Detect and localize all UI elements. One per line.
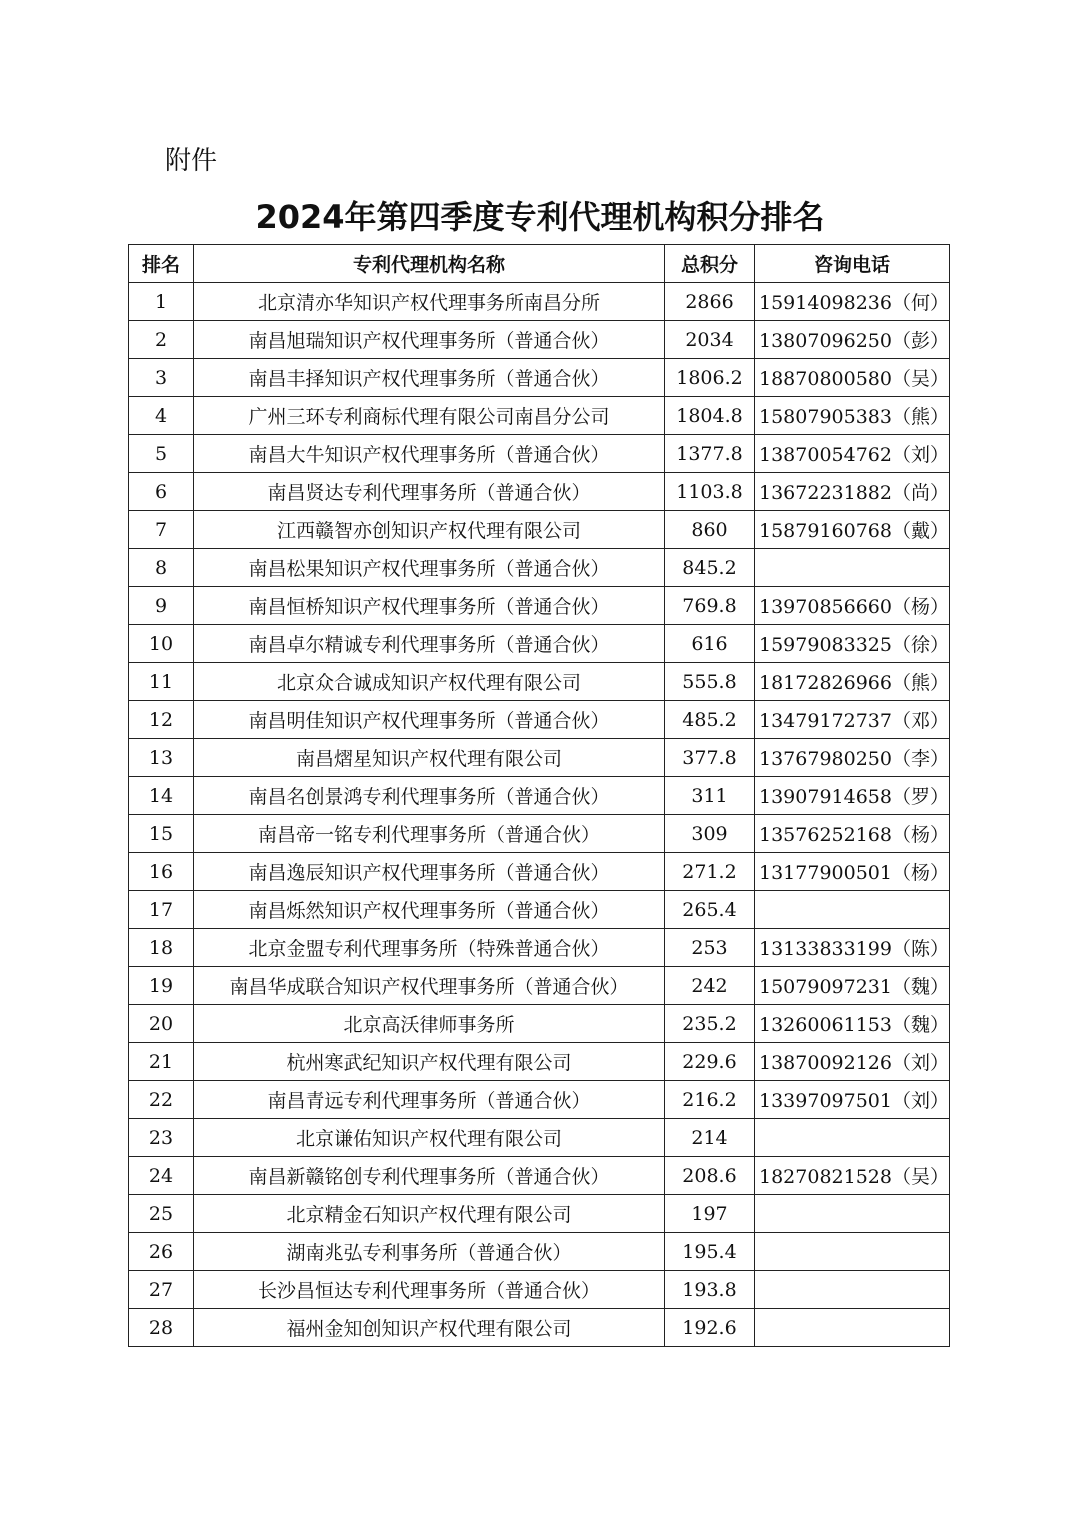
table-row [129, 1157, 950, 1195]
ranking-table [128, 244, 950, 1347]
table-row [129, 587, 950, 625]
phone-cell: 13177900501（杨） [755, 853, 950, 891]
rank-cell: 1 [129, 283, 194, 321]
phone-cell: 13576252168（杨） [755, 815, 950, 853]
table-row [129, 1271, 950, 1309]
phone-cell: 13397097501（刘） [755, 1081, 950, 1119]
agency-name-cell: 长沙昌恒达专利代理事务所（普通合伙） [194, 1271, 665, 1309]
agency-name-cell: 北京众合诚成知识产权代理有限公司 [194, 663, 665, 701]
agency-name-cell: 南昌贤达专利代理事务所（普通合伙） [194, 473, 665, 511]
table-row [129, 853, 950, 891]
score-cell: 485.2 [665, 701, 755, 739]
agency-name-cell: 北京精金石知识产权代理有限公司 [194, 1195, 665, 1233]
agency-name-cell: 南昌新赣铭创专利代理事务所（普通合伙） [194, 1157, 665, 1195]
phone-cell: 13767980250（李） [755, 739, 950, 777]
phone-cell: 15979083325（徐） [755, 625, 950, 663]
rank-cell: 3 [129, 359, 194, 397]
table-body [129, 283, 950, 1347]
score-cell: 1103.8 [665, 473, 755, 511]
table-row [129, 283, 950, 321]
table-row [129, 1119, 950, 1157]
rank-cell: 4 [129, 397, 194, 435]
score-cell: 1806.2 [665, 359, 755, 397]
table-row [129, 1233, 950, 1271]
rank-cell: 17 [129, 891, 194, 929]
rank-cell: 12 [129, 701, 194, 739]
agency-name-cell: 北京谦佑知识产权代理有限公司 [194, 1119, 665, 1157]
agency-name-cell: 南昌明佳知识产权代理事务所（普通合伙） [194, 701, 665, 739]
agency-name-cell: 北京金盟专利代理事务所（特殊普通合伙） [194, 929, 665, 967]
score-cell: 229.6 [665, 1043, 755, 1081]
rank-cell: 18 [129, 929, 194, 967]
phone-cell [755, 549, 950, 587]
header-total-score: 总积分 [665, 245, 755, 283]
phone-cell: 18870800580（吴） [755, 359, 950, 397]
agency-name-cell: 南昌名创景鸿专利代理事务所（普通合伙） [194, 777, 665, 815]
score-cell: 242 [665, 967, 755, 1005]
agency-name-cell: 江西赣智亦创知识产权代理有限公司 [194, 511, 665, 549]
agency-name-cell: 福州金知创知识产权代理有限公司 [194, 1309, 665, 1347]
score-cell: 2034 [665, 321, 755, 359]
rank-cell: 13 [129, 739, 194, 777]
phone-cell: 15079097231（魏） [755, 967, 950, 1005]
score-cell: 271.2 [665, 853, 755, 891]
rank-cell: 14 [129, 777, 194, 815]
table-row [129, 625, 950, 663]
phone-cell [755, 891, 950, 929]
rank-cell: 16 [129, 853, 194, 891]
table-row [129, 1043, 950, 1081]
phone-cell: 13807096250（彭） [755, 321, 950, 359]
score-cell: 845.2 [665, 549, 755, 587]
table-row [129, 777, 950, 815]
score-cell: 309 [665, 815, 755, 853]
rank-cell: 11 [129, 663, 194, 701]
score-cell: 860 [665, 511, 755, 549]
table-row [129, 815, 950, 853]
table-row [129, 1081, 950, 1119]
phone-cell: 15879160768（戴） [755, 511, 950, 549]
score-cell: 616 [665, 625, 755, 663]
rank-cell: 22 [129, 1081, 194, 1119]
phone-cell: 15807905383（熊） [755, 397, 950, 435]
phone-cell [755, 1309, 950, 1347]
phone-cell: 18172826966（熊） [755, 663, 950, 701]
table-row [129, 739, 950, 777]
agency-name-cell: 南昌华成联合知识产权代理事务所（普通合伙） [194, 967, 665, 1005]
agency-name-cell: 南昌恒桥知识产权代理事务所（普通合伙） [194, 587, 665, 625]
rank-cell: 5 [129, 435, 194, 473]
agency-name-cell: 北京清亦华知识产权代理事务所南昌分所 [194, 283, 665, 321]
rank-cell: 6 [129, 473, 194, 511]
table-row [129, 891, 950, 929]
phone-cell: 15914098236（何） [755, 283, 950, 321]
rank-cell: 24 [129, 1157, 194, 1195]
header-agency-name: 专利代理机构名称 [194, 245, 665, 283]
table-row [129, 549, 950, 587]
rank-cell: 21 [129, 1043, 194, 1081]
rank-cell: 7 [129, 511, 194, 549]
agency-name-cell: 南昌帝一铭专利代理事务所（普通合伙） [194, 815, 665, 853]
rank-cell: 28 [129, 1309, 194, 1347]
page-title: 2024年第四季度专利代理机构积分排名 [255, 198, 825, 236]
score-cell: 377.8 [665, 739, 755, 777]
phone-cell: 13870054762（刘） [755, 435, 950, 473]
rank-cell: 23 [129, 1119, 194, 1157]
agency-name-cell: 南昌青远专利代理事务所（普通合伙） [194, 1081, 665, 1119]
table-row [129, 701, 950, 739]
agency-name-cell: 广州三环专利商标代理有限公司南昌分公司 [194, 397, 665, 435]
rank-cell: 19 [129, 967, 194, 1005]
rank-cell: 15 [129, 815, 194, 853]
rank-cell: 25 [129, 1195, 194, 1233]
score-cell: 195.4 [665, 1233, 755, 1271]
agency-name-cell: 南昌卓尔精诚专利代理事务所（普通合伙） [194, 625, 665, 663]
score-cell: 192.6 [665, 1309, 755, 1347]
rank-cell: 2 [129, 321, 194, 359]
rank-cell: 10 [129, 625, 194, 663]
rank-cell: 27 [129, 1271, 194, 1309]
table-row [129, 511, 950, 549]
score-cell: 555.8 [665, 663, 755, 701]
score-cell: 216.2 [665, 1081, 755, 1119]
phone-cell [755, 1271, 950, 1309]
score-cell: 769.8 [665, 587, 755, 625]
phone-cell: 13260061153（魏） [755, 1005, 950, 1043]
phone-cell: 13479172737（邓） [755, 701, 950, 739]
header-rank: 排名 [129, 245, 194, 283]
rank-cell: 8 [129, 549, 194, 587]
table-row [129, 663, 950, 701]
agency-name-cell: 南昌旭瑞知识产权代理事务所（普通合伙） [194, 321, 665, 359]
phone-cell: 18270821528（吴） [755, 1157, 950, 1195]
score-cell: 2866 [665, 283, 755, 321]
phone-cell: 13870092126（刘） [755, 1043, 950, 1081]
score-cell: 1377.8 [665, 435, 755, 473]
score-cell: 265.4 [665, 891, 755, 929]
phone-cell [755, 1119, 950, 1157]
table-row [129, 1309, 950, 1347]
table-row [129, 967, 950, 1005]
phone-cell [755, 1195, 950, 1233]
score-cell: 253 [665, 929, 755, 967]
rank-cell: 26 [129, 1233, 194, 1271]
rank-cell: 9 [129, 587, 194, 625]
score-cell: 214 [665, 1119, 755, 1157]
phone-cell: 13970856660（杨） [755, 587, 950, 625]
table-row [129, 397, 950, 435]
table-header-row [129, 245, 950, 283]
agency-name-cell: 北京高沃律师事务所 [194, 1005, 665, 1043]
phone-cell: 13907914658（罗） [755, 777, 950, 815]
agency-name-cell: 杭州寒武纪知识产权代理有限公司 [194, 1043, 665, 1081]
agency-name-cell: 南昌熠星知识产权代理有限公司 [194, 739, 665, 777]
agency-name-cell: 湖南兆弘专利事务所（普通合伙） [194, 1233, 665, 1271]
score-cell: 208.6 [665, 1157, 755, 1195]
score-cell: 235.2 [665, 1005, 755, 1043]
score-cell: 1804.8 [665, 397, 755, 435]
table-row [129, 1195, 950, 1233]
table-row [129, 929, 950, 967]
phone-cell [755, 1233, 950, 1271]
table-row [129, 435, 950, 473]
phone-cell: 13672231882（尚） [755, 473, 950, 511]
table-row [129, 359, 950, 397]
phone-cell: 13133833199（陈） [755, 929, 950, 967]
score-cell: 197 [665, 1195, 755, 1233]
table-row [129, 321, 950, 359]
agency-name-cell: 南昌丰择知识产权代理事务所（普通合伙） [194, 359, 665, 397]
agency-name-cell: 南昌烁然知识产权代理事务所（普通合伙） [194, 891, 665, 929]
score-cell: 311 [665, 777, 755, 815]
agency-name-cell: 南昌松果知识产权代理事务所（普通合伙） [194, 549, 665, 587]
rank-cell: 20 [129, 1005, 194, 1043]
agency-name-cell: 南昌逸辰知识产权代理事务所（普通合伙） [194, 853, 665, 891]
agency-name-cell: 南昌大牛知识产权代理事务所（普通合伙） [194, 435, 665, 473]
header-phone: 咨询电话 [755, 245, 950, 283]
table-row [129, 1005, 950, 1043]
attachment-label: 附件 [165, 146, 218, 176]
table-row [129, 473, 950, 511]
score-cell: 193.8 [665, 1271, 755, 1309]
